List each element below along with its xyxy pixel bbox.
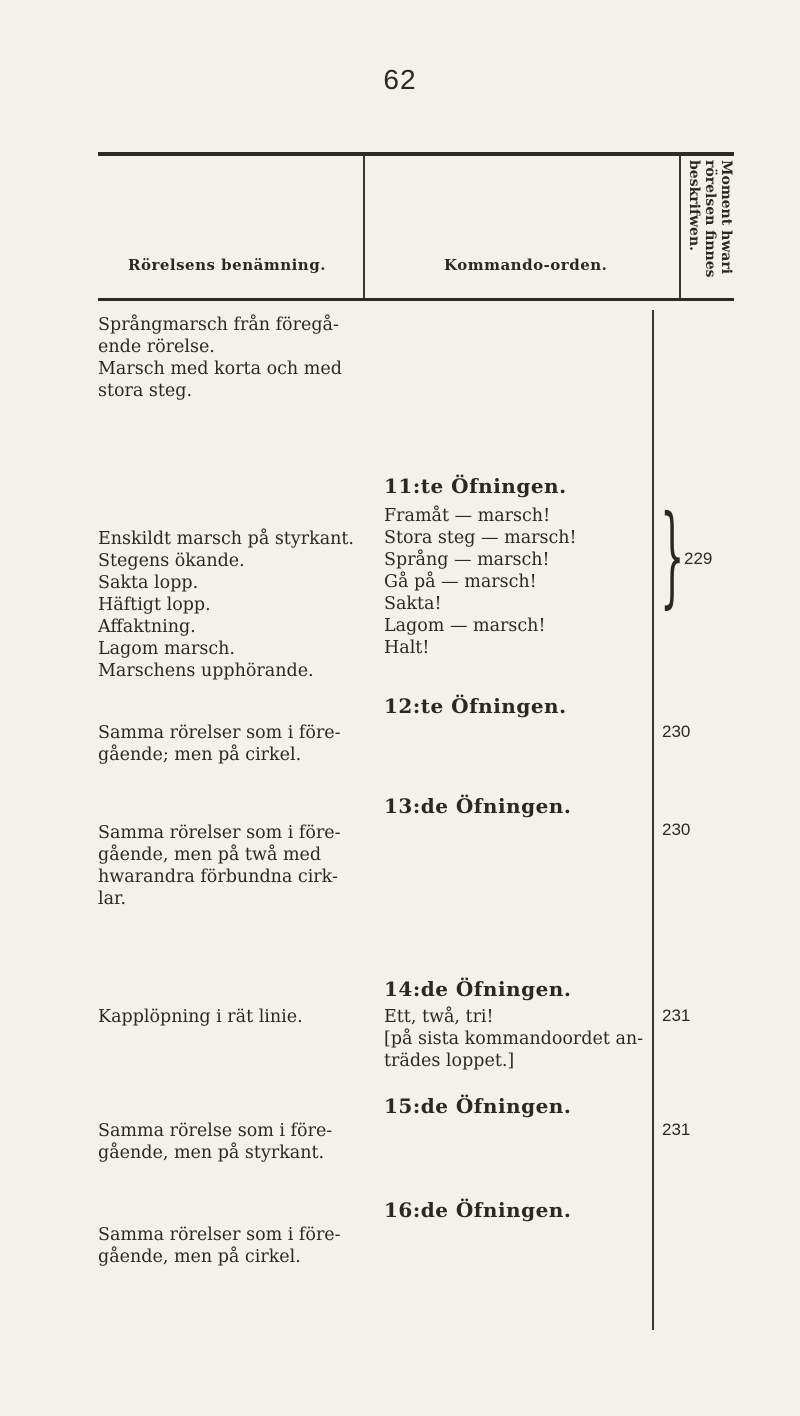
movement-cell: Samma rörelser som i före- gående; men på cirkel.: [98, 723, 341, 765]
exercise-heading: 15:de Öfningen.: [384, 1094, 572, 1118]
header-movement-name: Rörelsens benämning.: [128, 256, 326, 274]
right-brace: }: [660, 491, 685, 619]
movement-cell: Samma rörelser som i före- gående, men på twå med hwarandra förbundna cirk- lar.: [98, 823, 341, 909]
movement-cell: Samma rörelse som i före- gående, men på styrkant.: [98, 1121, 333, 1163]
movement-cell: Språngmarsch från föregå- ende rörelse. Marsch med korta och med stora steg.: [98, 315, 342, 401]
moment-number: 229: [684, 549, 713, 568]
command-cell: Ett, twå, tri! [på sista kommandoordet an- trädes loppet.]: [384, 1007, 644, 1071]
table-top-rule: [98, 152, 734, 156]
column-divider: [652, 310, 654, 1330]
header-command-words: Kommando-orden.: [444, 256, 608, 274]
page-number: 62: [383, 64, 417, 95]
command-cell: Framåt — marsch! Stora steg — marsch! Språng — marsch! Gå på — marsch! Sakta! Lagom — marsch! Halt!: [384, 506, 577, 658]
movement-cell: Enskildt marsch på styrkant. Stegens ökande. Sakta lopp. Häftigt lopp. Affaktning. Lagom marsch. Marschens upphörande.: [98, 529, 354, 681]
header-moment-reference: Moment hwari rörelsen finnes beskrifwen.: [686, 160, 734, 278]
moment-number: 231: [662, 1006, 691, 1025]
movement-cell: Kapplöpning i rät linie.: [98, 1007, 303, 1027]
moment-number: 230: [662, 820, 691, 839]
exercise-heading: 16:de Öfningen.: [384, 1198, 572, 1222]
exercise-heading: 12:te Öfningen.: [384, 694, 567, 718]
exercise-heading: 11:te Öfningen.: [384, 474, 567, 498]
header-bottom-rule: [98, 298, 734, 301]
moment-number: 230: [662, 722, 691, 741]
movement-cell: Samma rörelser som i före- gående, men på cirkel.: [98, 1225, 341, 1267]
exercise-heading: 13:de Öfningen.: [384, 794, 572, 818]
exercise-heading: 14:de Öfningen.: [384, 977, 572, 1001]
header-divider-2: [679, 156, 681, 298]
moment-number: 231: [662, 1120, 691, 1139]
header-divider-1: [363, 156, 365, 298]
